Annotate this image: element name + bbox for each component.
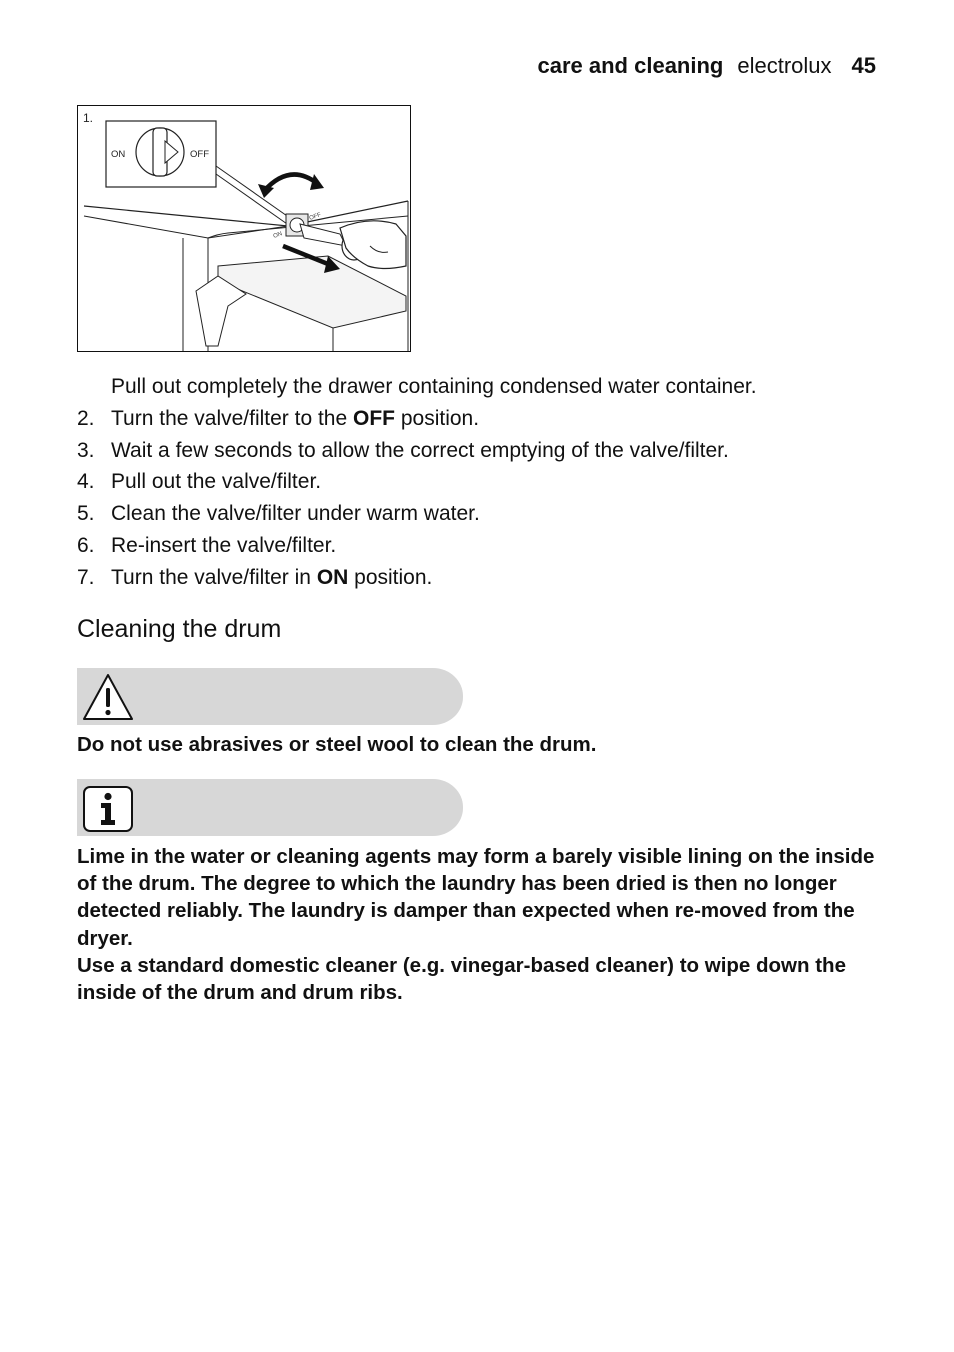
step-text: Wait a few seconds to allow the correct emptying of the valve/filter. xyxy=(111,438,729,462)
step-text: Turn the valve/filter to the xyxy=(111,406,354,430)
info-bar xyxy=(77,779,463,836)
warning-bar xyxy=(77,668,463,725)
figure-step-marker: 1. xyxy=(83,111,94,125)
hand-icon xyxy=(340,221,406,269)
header-section-title: care and cleaning xyxy=(537,53,724,78)
step-number: 3. xyxy=(77,438,95,462)
list-item xyxy=(77,562,877,594)
step-number: 2. xyxy=(77,406,95,430)
info-paragraph: Lime in the water or cleaning agents may form a barely visible lining on the inside of the drum. The degree to which the laundry has been dried is then no longer detected reliably. The laundry is damper than expected when re-moved from the dryer. xyxy=(77,845,875,950)
list-item xyxy=(77,435,877,467)
warning-text: Do not use abrasives or steel wool to clean the drum. xyxy=(77,733,597,756)
step-number: 5. xyxy=(77,502,95,526)
step-text: Pull out completely the drawer containing condensed water container. xyxy=(111,375,757,398)
knob-off-label: OFF xyxy=(190,149,209,160)
info-text xyxy=(77,843,877,1006)
page-number: 45 xyxy=(851,53,876,78)
small-on-label: ON xyxy=(272,231,284,240)
warning-triangle-icon xyxy=(81,671,135,723)
step-number: 7. xyxy=(77,565,95,589)
dryer-drawing xyxy=(78,106,412,353)
step-emphasis: ON xyxy=(316,565,349,589)
step-text: Re-insert the valve/filter. xyxy=(111,533,337,557)
info-paragraph: Use a standard domestic cleaner (e.g. vinegar-based cleaner) to wipe down the inside of the drum and drum ribs. xyxy=(77,953,846,1005)
step-text-after: position. xyxy=(395,406,480,430)
instruction-steps xyxy=(77,371,877,594)
step-text: Pull out the valve/filter. xyxy=(111,470,322,494)
info-icon xyxy=(81,782,135,834)
knob-on-label: ON xyxy=(111,149,126,160)
list-item xyxy=(77,530,877,562)
list-item xyxy=(77,403,877,435)
list-item xyxy=(77,371,877,403)
step-text-after: position. xyxy=(348,565,433,589)
small-off-label: OFF xyxy=(308,212,322,222)
step-emphasis: OFF xyxy=(353,406,396,430)
valve-filter-illustration xyxy=(77,105,411,352)
header-brand: electrolux xyxy=(737,53,832,78)
list-item xyxy=(77,498,877,530)
list-item xyxy=(77,466,877,498)
section-heading: Cleaning the drum xyxy=(77,615,282,643)
page-header xyxy=(538,52,877,80)
step-text: Turn the valve/filter in xyxy=(111,565,317,589)
step-text: Clean the valve/filter under warm water. xyxy=(111,502,480,526)
step-number: 6. xyxy=(77,533,95,557)
step-number: 4. xyxy=(77,470,95,494)
